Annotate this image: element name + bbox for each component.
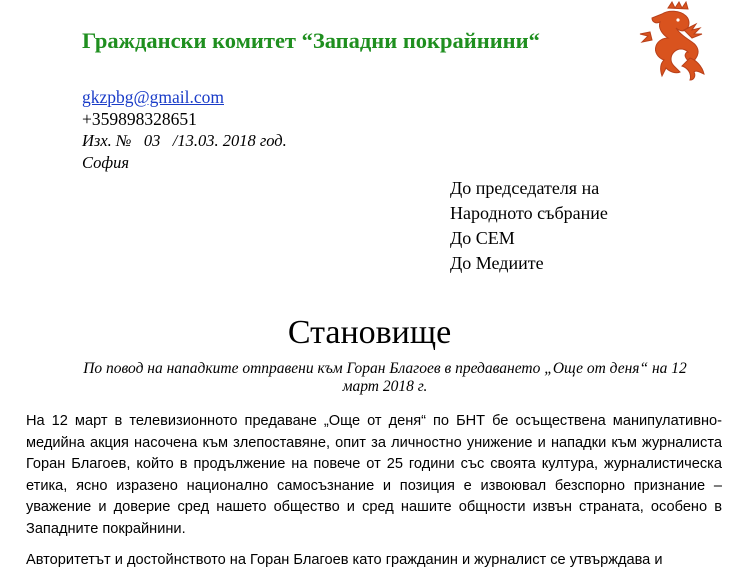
lion-logo-icon xyxy=(638,0,716,88)
addressee-line: До Медиите xyxy=(450,253,544,273)
subtitle-line: По повод на нападките отправени към Горан Благоев в предаването „Още от деня“ на 12 xyxy=(83,360,687,377)
document-subtitle xyxy=(40,360,730,396)
addressee-block xyxy=(450,176,608,276)
organization-title: Граждански комитет “Западни покрайнини“ xyxy=(82,28,540,53)
body-paragraph: На 12 март в телевизионното предаване „Още от деня“ по БНТ бе осъществена манипулативно-медийна акция насочена към злепоставяне, опит за личностно унижение и нападки към журналиста Горан Благоев, който в продължение на повече от 25 години със своята култура, журналистическа етика, ясно изразено национално самосъзнание и позиция е извоювал безспорно признание – уважение и доверие сред нашето общество и сред нашите общности извън страната, особено в Западните покрайнини. xyxy=(26,413,722,537)
addressee-line: До СЕМ xyxy=(450,228,515,248)
addressee-line: До председателя на xyxy=(450,178,600,198)
city: София xyxy=(82,153,130,172)
document-title: Становище xyxy=(287,314,452,351)
document-body xyxy=(26,411,722,580)
subtitle-line: март 2018 г. xyxy=(342,378,428,395)
email-link[interactable]: gkzpbg@gmail.com xyxy=(82,87,224,107)
contact-block xyxy=(82,86,287,174)
addressee-line: Народното събрание xyxy=(450,203,608,223)
body-paragraph: Авторитетът и достойнството на Горан Благоев като гражданин и журналист се утвърждава и xyxy=(26,551,663,568)
reference-number: Изх. № 03 /13.03. 2018 год. xyxy=(82,131,287,150)
phone-number: +359898328651 xyxy=(82,109,197,129)
